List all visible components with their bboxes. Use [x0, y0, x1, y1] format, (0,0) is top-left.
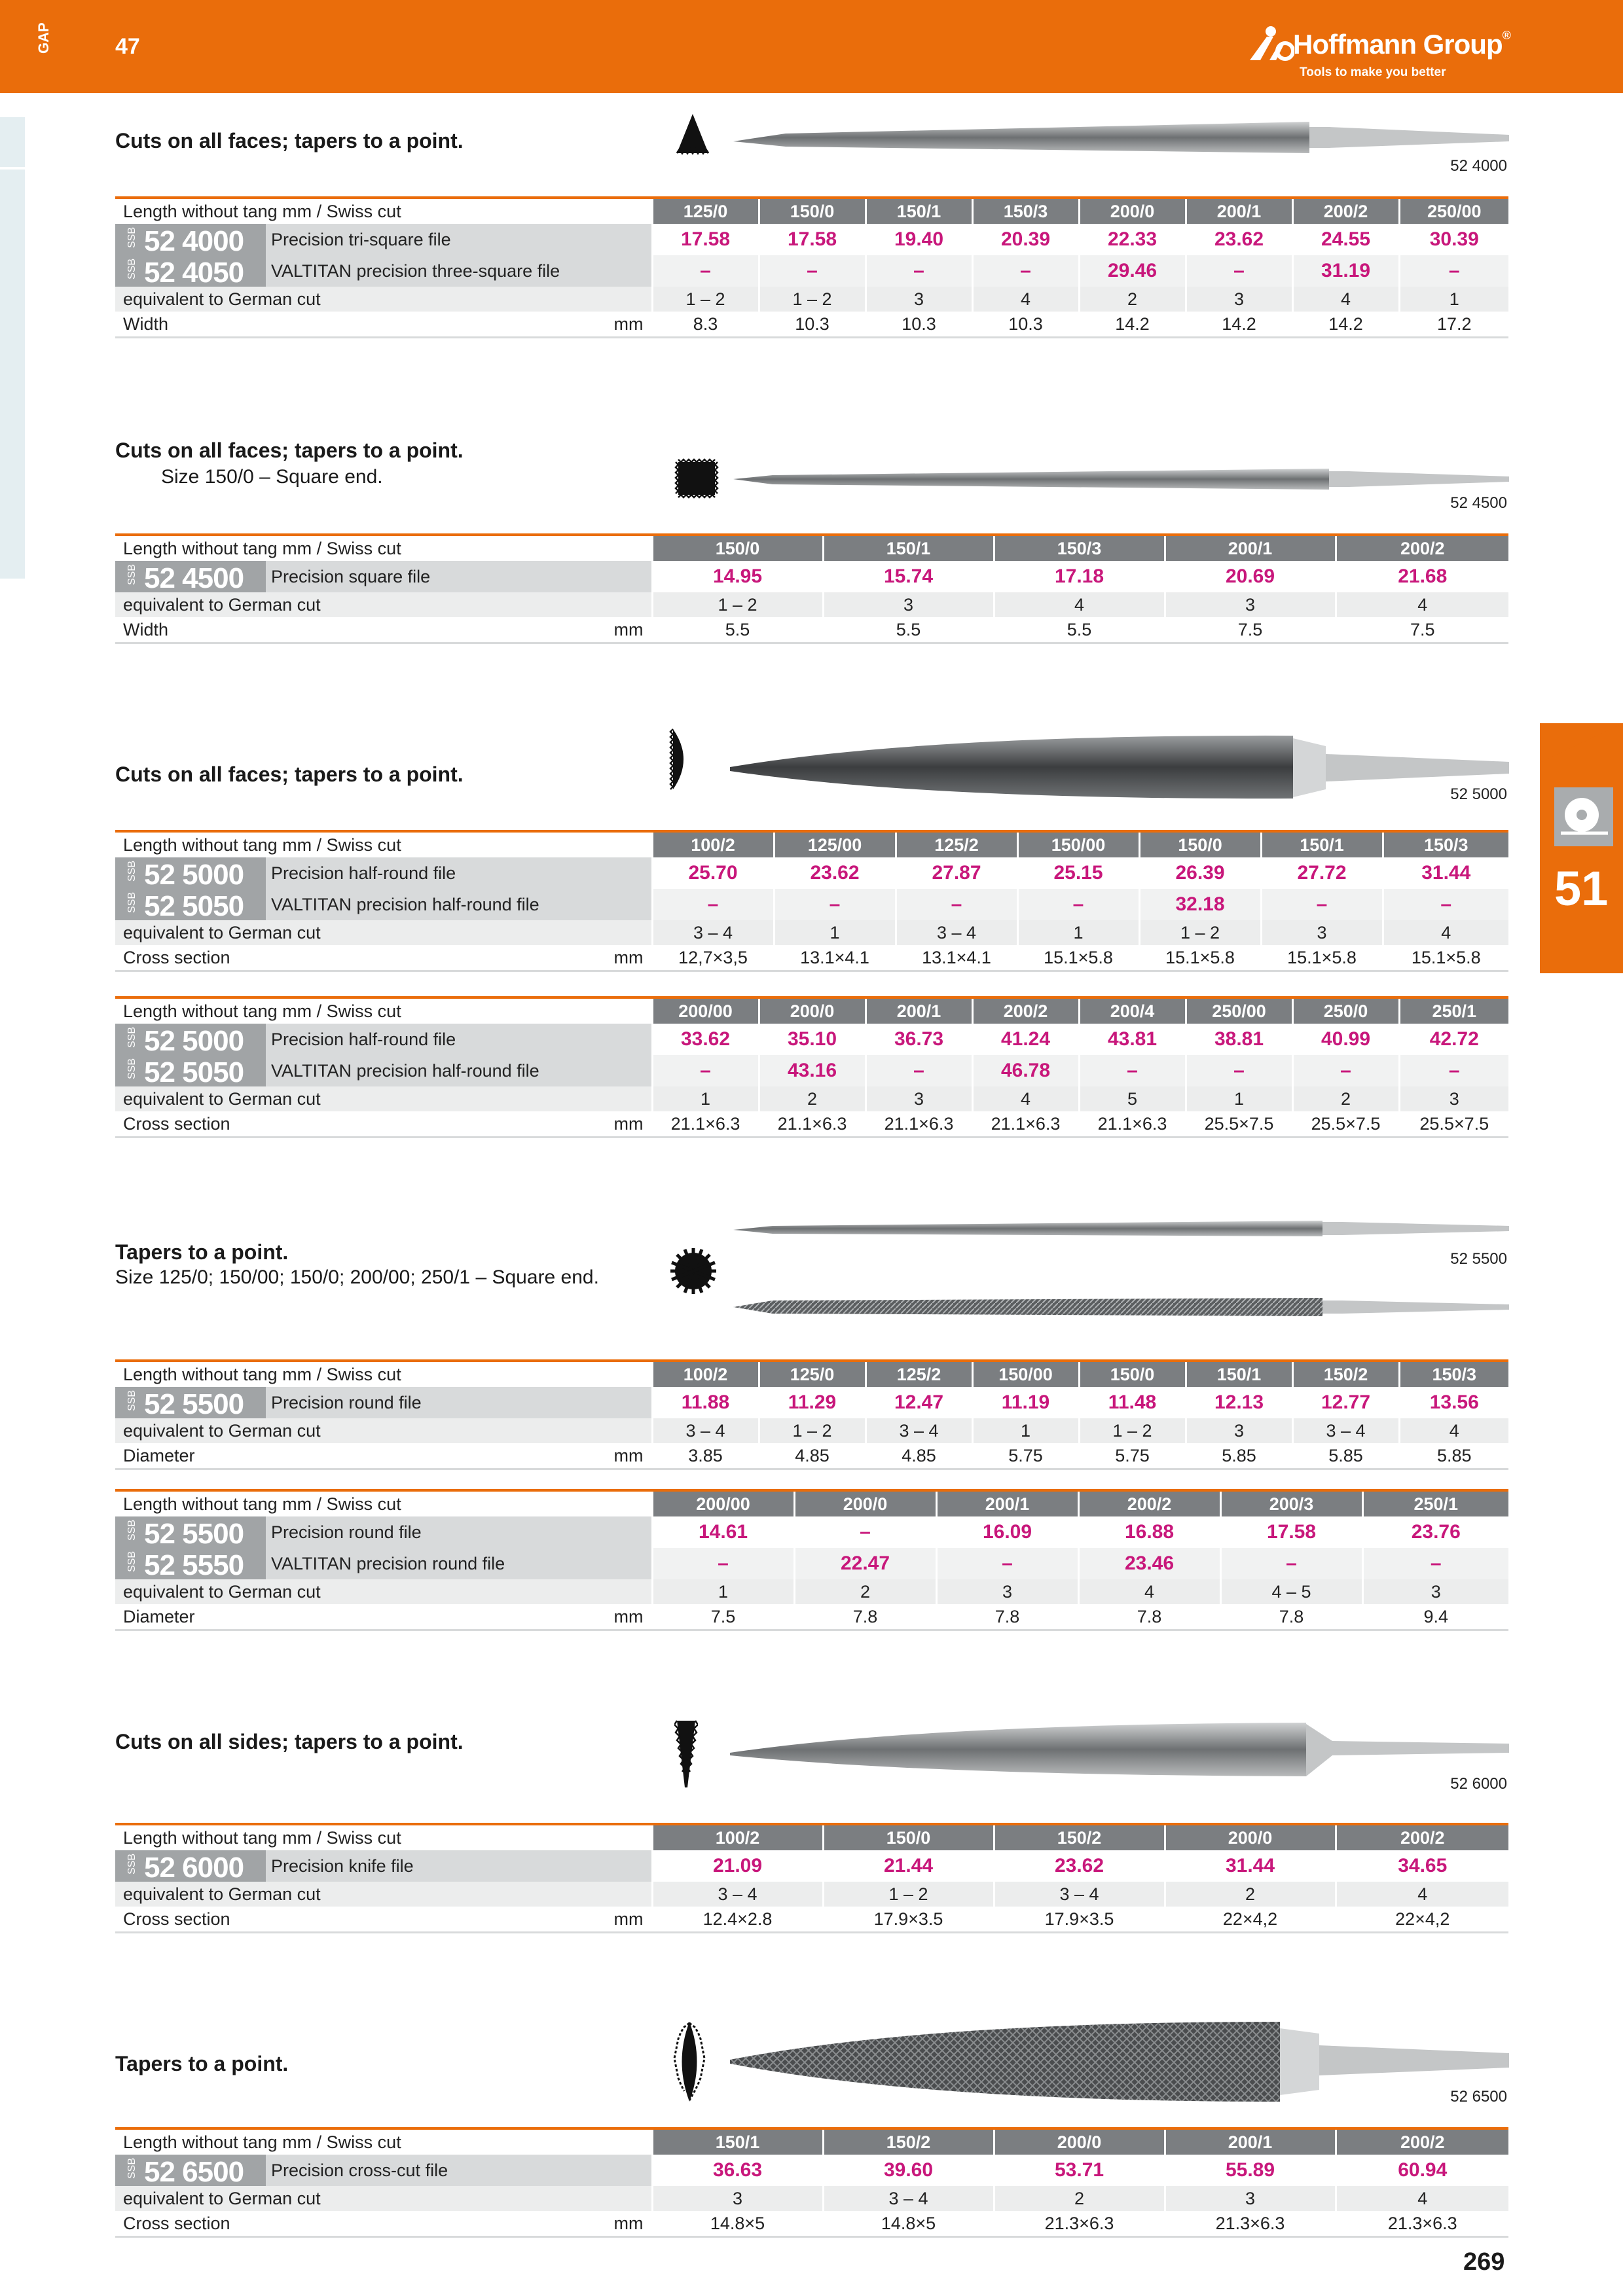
price[interactable]: –	[1362, 1548, 1508, 1579]
price[interactable]: –	[652, 1055, 759, 1086]
article-code: SSB 52 5000	[115, 857, 266, 889]
half-round-cross-section-icon	[668, 726, 694, 792]
article-number: 52 4500	[1450, 494, 1507, 512]
german-cut-row: equivalent to German cut 1 2 3 4 5 1 2 3	[115, 1086, 1508, 1111]
cross-cut-cross-section-icon	[672, 2019, 707, 2104]
price[interactable]: 16.88	[1078, 1516, 1220, 1548]
german-cut-row: equivalent to German cut 1 2 3 4 4 – 5 3	[115, 1579, 1508, 1604]
price[interactable]: 42.72	[1399, 1024, 1508, 1055]
section-title: Cuts on all faces; tapers to a point.	[115, 762, 464, 786]
price[interactable]: 26.39	[1139, 857, 1261, 889]
product-name: Precision half-round file	[266, 857, 652, 889]
dimension-row: Width mm 5.5 5.5 5.5 7.5 7.5	[115, 617, 1508, 643]
product-name: Precision knife file	[266, 1850, 652, 1882]
left-margin-divider	[0, 167, 25, 170]
price[interactable]: 23.62	[1186, 224, 1292, 255]
price[interactable]: –	[774, 889, 896, 920]
product-name: VALTITAN precision half-round file	[266, 1055, 652, 1086]
price[interactable]: –	[972, 255, 1079, 287]
price[interactable]: 25.15	[1017, 857, 1139, 889]
price[interactable]: –	[794, 1516, 936, 1548]
price[interactable]: 11.88	[652, 1387, 759, 1418]
price[interactable]: –	[1399, 1055, 1508, 1086]
chapter-number: 51	[1554, 861, 1609, 916]
dimension-row: Diameter mm 3.85 4.85 4.85 5.75 5.75 5.85 5.85 5.85	[115, 1443, 1508, 1469]
price[interactable]: 17.58	[759, 224, 866, 255]
price[interactable]: 36.63	[652, 2155, 823, 2186]
header-page-ref: 47	[115, 34, 140, 59]
size-header-row: Length without tang mm / Swiss cut 150/0 150/1 150/3 200/1 200/2	[115, 535, 1508, 561]
spec-table	[115, 1489, 1508, 1631]
size-header-row: Length without tang mm / Swiss cut 200/00 200/0 200/1 200/2 200/4 250/00 250/0 250/1	[115, 997, 1508, 1024]
price[interactable]: 30.39	[1399, 224, 1508, 255]
price[interactable]: 31.44	[1383, 857, 1508, 889]
price[interactable]: –	[866, 255, 972, 287]
product-row[interactable]	[115, 1516, 1508, 1548]
price[interactable]: 38.81	[1186, 1024, 1292, 1055]
size-header-row: Length without tang mm / Swiss cut 125/0 150/0 150/1 150/3 200/0 200/1 200/2 250/00	[115, 198, 1508, 224]
price[interactable]: –	[1383, 889, 1508, 920]
spec-table	[115, 533, 1508, 644]
grinding-disc-icon	[1554, 787, 1613, 846]
price[interactable]: 25.70	[652, 857, 774, 889]
article-code: SSB 52 4500	[115, 561, 266, 592]
price[interactable]: 27.87	[896, 857, 1017, 889]
price[interactable]: –	[1017, 889, 1139, 920]
price[interactable]: 15.74	[823, 561, 994, 592]
section-subtitle: Size 150/0 – Square end.	[161, 466, 383, 488]
price[interactable]: –	[652, 255, 759, 287]
round-cross-section-icon	[669, 1247, 718, 1295]
article-code: SSB 52 5550	[115, 1548, 266, 1579]
dimension-row: Cross section mm 21.1×6.3 21.1×6.3 21.1×6.3 21.1×6.3 21.1×6.3 25.5×7.5 25.5×7.5 25.5×7.5	[115, 1111, 1508, 1138]
price[interactable]: 21.44	[823, 1850, 994, 1882]
spec-table	[115, 830, 1508, 972]
price[interactable]: –	[866, 1055, 972, 1086]
dimension-row: Diameter mm 7.5 7.8 7.8 7.8 7.8 9.4	[115, 1604, 1508, 1630]
page-number: 269	[1463, 2248, 1505, 2276]
chapter-tab[interactable]	[1540, 723, 1623, 973]
dimension-row: Cross section mm 12,7×3,5 13.1×4.1 13.1×4.1 15.1×5.8 15.1×5.8 15.1×5.8 15.1×5.8	[115, 945, 1508, 971]
spec-table	[115, 2127, 1508, 2238]
price[interactable]: –	[652, 889, 774, 920]
dimension-row: Cross section mm 14.8×5 14.8×5 21.3×6.3 21.3×6.3 21.3×6.3	[115, 2211, 1508, 2237]
price[interactable]: 24.55	[1292, 224, 1399, 255]
article-code: SSB 52 6000	[115, 1850, 266, 1882]
price[interactable]: 22.47	[794, 1548, 936, 1579]
price[interactable]: 22.33	[1079, 224, 1186, 255]
price[interactable]: –	[652, 1548, 794, 1579]
price[interactable]: 11.48	[1079, 1387, 1186, 1418]
section-title: Cuts on all faces; tapers to a point.	[115, 439, 464, 462]
product-row[interactable]	[115, 561, 1508, 592]
price[interactable]: 21.09	[652, 1850, 823, 1882]
price[interactable]: 35.10	[759, 1024, 866, 1055]
product-row[interactable]	[115, 889, 1508, 920]
article-code: SSB 52 4000	[115, 224, 266, 255]
price[interactable]: –	[936, 1548, 1078, 1579]
price[interactable]: 23.46	[1078, 1548, 1220, 1579]
size-header-row: Length without tang mm / Swiss cut 100/2 150/0 150/2 200/0 200/2	[115, 1824, 1508, 1850]
product-name: Precision cross-cut file	[266, 2155, 652, 2186]
brand-name: Hoffmann Group®	[1293, 29, 1510, 60]
price[interactable]: 27.72	[1261, 857, 1383, 889]
article-number: 52 4000	[1450, 157, 1507, 175]
dimension-row: Width mm 8.3 10.3 10.3 10.3 14.2 14.2 14.2 17.2	[115, 312, 1508, 338]
price[interactable]: 46.78	[972, 1055, 1079, 1086]
tab-shape	[1540, 723, 1623, 973]
price[interactable]: 34.65	[1336, 1850, 1508, 1882]
size-header-row: Length without tang mm / Swiss cut 150/1 150/2 200/0 200/1 200/2	[115, 2128, 1508, 2155]
article-code: SSB 52 5000	[115, 1024, 266, 1055]
price[interactable]: 53.71	[994, 2155, 1165, 2186]
price[interactable]: 31.19	[1292, 255, 1399, 287]
price[interactable]: –	[1399, 255, 1508, 287]
square-file-image	[733, 465, 1509, 493]
price[interactable]: 12.47	[866, 1387, 972, 1418]
price[interactable]: 23.62	[774, 857, 896, 889]
product-row[interactable]	[115, 1548, 1508, 1579]
spec-table	[115, 1359, 1508, 1470]
section-title: Tapers to a point.	[115, 2052, 289, 2075]
article-number: 52 5000	[1450, 785, 1507, 803]
header-side-label: GAP	[35, 22, 52, 54]
product-name: Precision tri-square file	[266, 224, 652, 255]
section-title: Cuts on all faces; tapers to a point.	[115, 129, 464, 152]
product-name: Precision round file	[266, 1387, 652, 1418]
price[interactable]: 17.58	[1220, 1516, 1362, 1548]
article-code: SSB 52 6500	[115, 2155, 266, 2186]
price[interactable]: 32.18	[1139, 889, 1261, 920]
price[interactable]: 39.60	[823, 2155, 994, 2186]
product-name: VALTITAN precision three-square file	[266, 255, 652, 287]
knife-file-image	[730, 1721, 1509, 1780]
square-cross-section-icon	[673, 458, 720, 499]
product-name: Precision round file	[266, 1516, 652, 1548]
article-code: SSB 52 5050	[115, 889, 266, 920]
product-name: VALTITAN precision half-round file	[266, 889, 652, 920]
price[interactable]: 19.40	[866, 224, 972, 255]
german-cut-row: equivalent to German cut 1 – 2 1 – 2 3 4 2 3 4 1	[115, 287, 1508, 312]
price[interactable]: 14.95	[652, 561, 823, 592]
size-header-row: Length without tang mm / Swiss cut 100/2 125/00 125/2 150/00 150/0 150/1 150/3	[115, 831, 1508, 857]
hoffmann-logo-icon	[1247, 25, 1294, 64]
spec-table	[115, 196, 1508, 338]
price[interactable]: –	[1220, 1548, 1362, 1579]
brand-tagline: Tools to make you better	[1300, 65, 1446, 79]
product-row[interactable]	[115, 1387, 1508, 1418]
article-code: SSB 52 5500	[115, 1516, 266, 1548]
price[interactable]: 40.99	[1292, 1024, 1399, 1055]
price[interactable]: 23.62	[994, 1850, 1165, 1882]
left-margin-bar	[0, 115, 25, 579]
price[interactable]: 13.56	[1399, 1387, 1508, 1418]
product-row[interactable]	[115, 224, 1508, 255]
price[interactable]: –	[759, 255, 866, 287]
german-cut-row: equivalent to German cut 3 – 4 1 – 2 3 – 4 1 1 – 2 3 3 – 4 4	[115, 1418, 1508, 1443]
section-subtitle: Size 125/0; 150/00; 150/0; 200/00; 250/1 – Square end.	[115, 1266, 599, 1288]
triangle-cross-section-icon	[674, 111, 711, 157]
price[interactable]: 31.44	[1165, 1850, 1336, 1882]
price[interactable]: 17.58	[652, 224, 759, 255]
tri-square-file-image	[733, 118, 1509, 160]
price[interactable]: 23.76	[1362, 1516, 1508, 1548]
product-row[interactable]	[115, 1055, 1508, 1086]
price[interactable]: 43.81	[1079, 1024, 1186, 1055]
dimension-row: Cross section mm 12.4×2.8 17.9×3.5 17.9×3.5 22×4,2 22×4,2	[115, 1907, 1508, 1933]
price[interactable]: –	[1186, 1055, 1292, 1086]
product-name: VALTITAN precision round file	[266, 1548, 652, 1579]
product-name: Precision half-round file	[266, 1024, 652, 1055]
price[interactable]: 43.16	[759, 1055, 866, 1086]
price[interactable]: 29.46	[1079, 255, 1186, 287]
product-name: Precision square file	[266, 561, 652, 592]
price[interactable]: 41.24	[972, 1024, 1079, 1055]
price[interactable]: 11.29	[759, 1387, 866, 1418]
section-title: Tapers to a point.	[115, 1240, 289, 1264]
article-number: 52 6000	[1450, 1775, 1507, 1793]
article-number: 52 6500	[1450, 2088, 1507, 2106]
price[interactable]: –	[1186, 255, 1292, 287]
article-number: 52 5500	[1450, 1250, 1507, 1268]
article-code: SSB 52 5500	[115, 1387, 266, 1418]
price[interactable]: –	[1079, 1055, 1186, 1086]
size-header-row: Length without tang mm / Swiss cut 100/2 125/0 125/2 150/00 150/0 150/1 150/2 150/3	[115, 1361, 1508, 1387]
german-cut-row: equivalent to German cut 3 3 – 4 2 3 4	[115, 2186, 1508, 2211]
product-row[interactable]	[115, 857, 1508, 889]
product-row[interactable]	[115, 1850, 1508, 1882]
section-title: Cuts on all sides; tapers to a point.	[115, 1730, 464, 1753]
product-row[interactable]	[115, 1024, 1508, 1055]
article-code: SSB 52 5050	[115, 1055, 266, 1086]
price[interactable]: 20.69	[1165, 561, 1336, 592]
price[interactable]: 14.61	[652, 1516, 794, 1548]
price[interactable]: 33.62	[652, 1024, 759, 1055]
size-header-row: Length without tang mm / Swiss cut 200/00 200/0 200/1 200/2 200/3 250/1	[115, 1490, 1508, 1516]
price[interactable]: –	[1292, 1055, 1399, 1086]
article-code: SSB 52 4050	[115, 255, 266, 287]
page-header	[0, 0, 1623, 93]
spec-table	[115, 996, 1508, 1138]
price[interactable]: 11.19	[972, 1387, 1079, 1418]
round-file-cut-image	[733, 1293, 1509, 1321]
price[interactable]: –	[1261, 889, 1383, 920]
german-cut-row: equivalent to German cut 3 – 4 1 3 – 4 1 1 – 2 3 4	[115, 920, 1508, 945]
price[interactable]: 21.68	[1336, 561, 1508, 592]
round-file-image	[733, 1214, 1509, 1243]
price[interactable]: 17.18	[994, 561, 1165, 592]
product-row[interactable]	[115, 255, 1508, 287]
product-row[interactable]	[115, 2155, 1508, 2186]
price[interactable]: 20.39	[972, 224, 1079, 255]
price[interactable]: 36.73	[866, 1024, 972, 1055]
price[interactable]: 60.94	[1336, 2155, 1508, 2186]
price[interactable]: 12.77	[1292, 1387, 1399, 1418]
price[interactable]: 16.09	[936, 1516, 1078, 1548]
german-cut-row: equivalent to German cut 1 – 2 3 4 3 4	[115, 592, 1508, 617]
price[interactable]: –	[896, 889, 1017, 920]
spec-table	[115, 1823, 1508, 1933]
knife-cross-section-icon	[674, 1718, 698, 1790]
german-cut-row: equivalent to German cut 3 – 4 1 – 2 3 – 4 2 4	[115, 1882, 1508, 1907]
price[interactable]: 12.13	[1186, 1387, 1292, 1418]
price[interactable]: 55.89	[1165, 2155, 1336, 2186]
